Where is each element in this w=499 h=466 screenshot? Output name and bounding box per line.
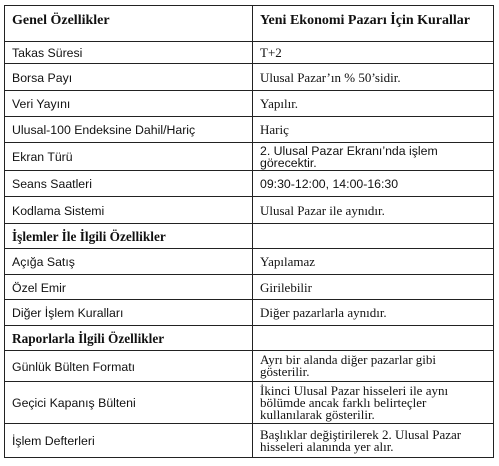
section-empty-cell [253,326,494,351]
row-label: Özel Emir [5,275,253,300]
table-row [5,197,494,224]
table-row [5,275,494,300]
row-label: Ulusal-100 Endeksine Dahil/Hariç [5,117,253,143]
table-row [5,117,494,143]
row-label: Kodlama Sistemi [5,197,253,224]
row-value: T+2 [253,42,494,64]
table-row [5,249,494,275]
section-heading: Raporlarla İlgili Özellikler [5,326,253,351]
table-row [5,382,494,424]
rules-table-container [4,5,494,458]
table-row [5,64,494,91]
row-value: Diğer pazarlarla aynıdır. [253,300,494,326]
row-value: Ulusal Pazar ile aynıdır. [253,197,494,224]
row-value: Ulusal Pazar’ın % 50’sidir. [253,64,494,91]
row-label: İşlem Defterleri [5,424,253,458]
row-value: Hariç [253,117,494,143]
table-row [5,424,494,458]
row-value: Başlıklar değiştirilerek 2. Ulusal Pazar hisseleri alanında yer alır. [253,424,494,458]
row-value: Yapılır. [253,91,494,117]
row-value: 2. Ulusal Pazar Ekranı’nda işlem görecektir. [253,143,494,171]
row-label: Açığa Satış [5,249,253,275]
header-row [5,6,494,42]
row-label: Geçici Kapanış Bülteni [5,382,253,424]
table-row [5,300,494,326]
row-value: 09:30-12:00, 14:00-16:30 [253,171,494,197]
section-row [5,326,494,351]
table-row [5,143,494,171]
row-label: Günlük Bülten Formatı [5,351,253,382]
row-label: Borsa Payı [5,64,253,91]
row-label: Takas Süresi [5,42,253,64]
table-row [5,42,494,64]
row-label: Diğer İşlem Kuralları [5,300,253,326]
table-row [5,91,494,117]
section-empty-cell [253,224,494,249]
section-heading: İşlemler İle İlgili Özellikler [5,224,253,249]
row-label: Ekran Türü [5,143,253,171]
header-general-features: Genel Özellikler [5,6,253,42]
rules-table [4,5,494,458]
table-row [5,351,494,382]
row-label: Seans Saatleri [5,171,253,197]
row-value: Girilebilir [253,275,494,300]
row-value: Ayrı bir alanda diğer pazarlar gibi gösterilir. [253,351,494,382]
table-row [5,171,494,197]
row-value: İkinci Ulusal Pazar hisseleri ile aynı bölümde ancak farklı belirteçler kullanılarak gösterilir. [253,382,494,424]
row-label: Veri Yayını [5,91,253,117]
section-row [5,224,494,249]
row-value: Yapılamaz [253,249,494,275]
header-new-economy-rules: Yeni Ekonomi Pazarı İçin Kurallar [253,6,494,42]
